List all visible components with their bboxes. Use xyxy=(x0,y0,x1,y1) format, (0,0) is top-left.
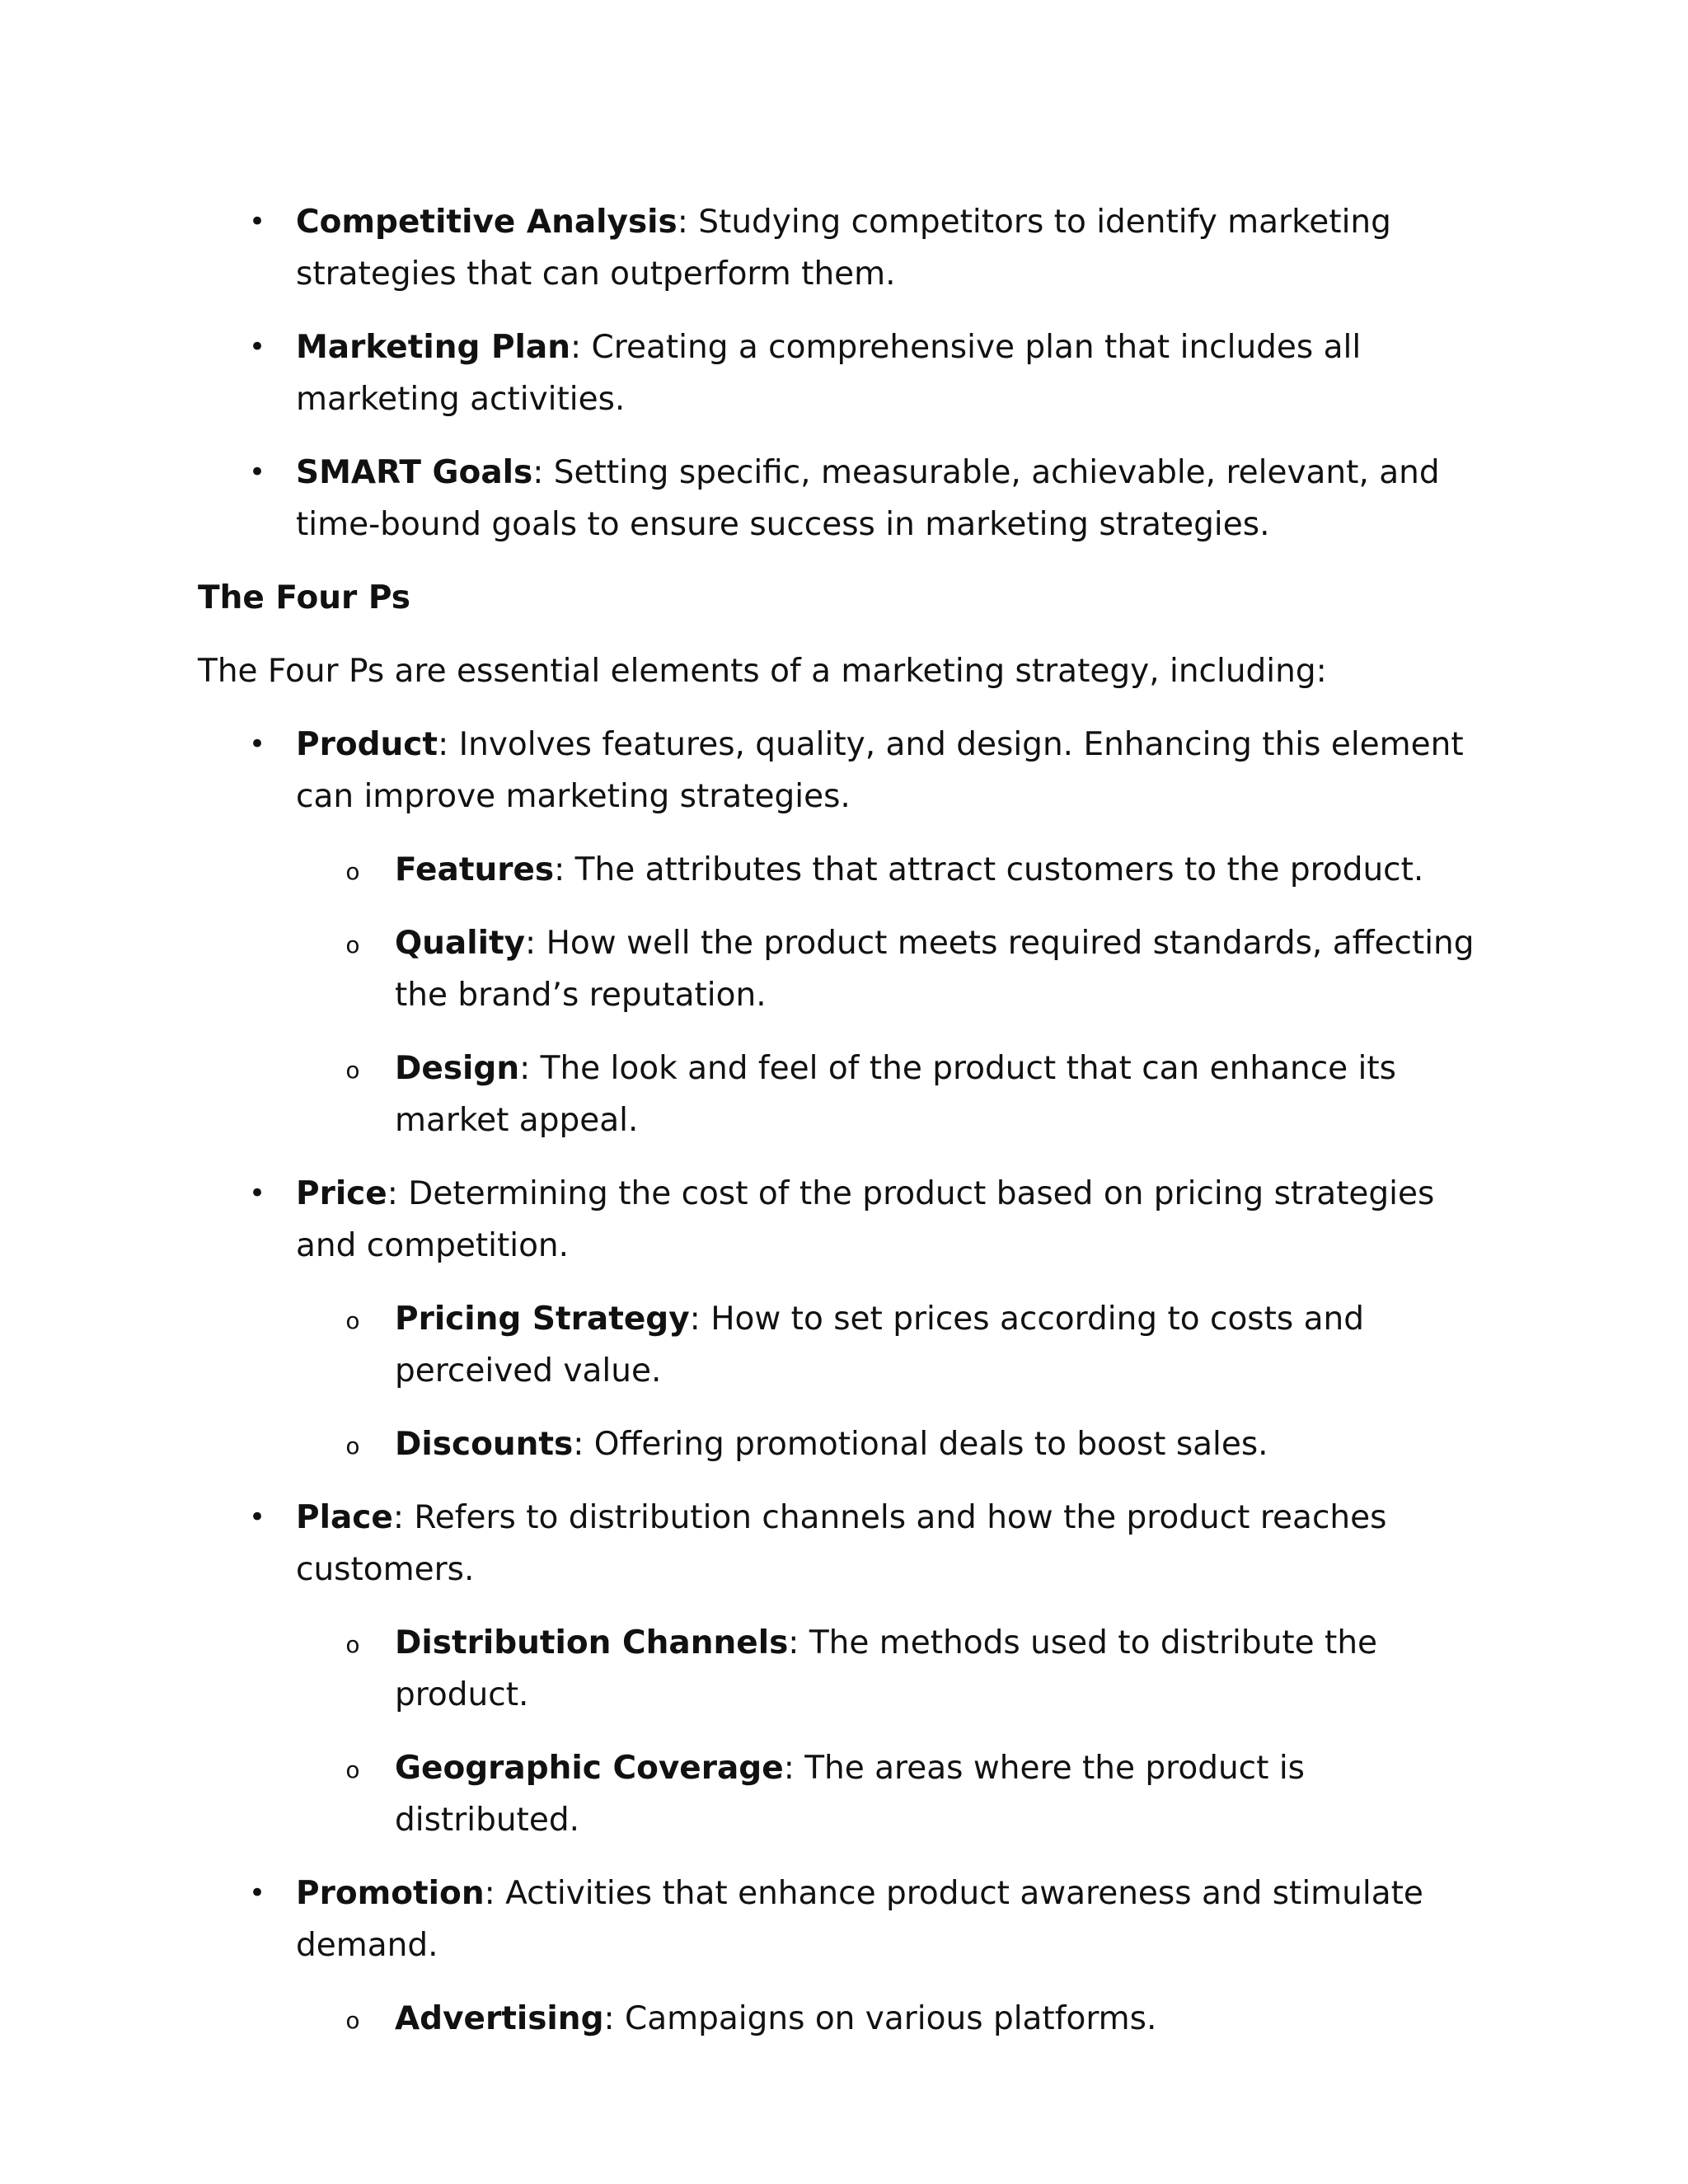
section-heading: The Four Ps xyxy=(198,579,410,616)
sub-item-desc: : Offering promotional deals to boost sales. xyxy=(573,1426,1268,1463)
sub-item-desc: : How to set prices according to costs and perceived value. xyxy=(395,1301,1365,1390)
list-item-product xyxy=(248,719,1483,823)
sub-bullet-icon: o xyxy=(345,931,360,958)
list-item-marketing-plan xyxy=(248,321,1483,425)
bullet-icon: • xyxy=(248,1177,266,1210)
item-desc: : Involves features, quality, and design. Enhancing this element can improve marketing strategies. xyxy=(296,726,1464,815)
sub-item-desc: : The methods used to distribute the product. xyxy=(395,1624,1378,1713)
item-term: Place xyxy=(296,1499,393,1536)
sub-item-term: Geographic Coverage xyxy=(395,1750,784,1787)
item-desc: : Creating a comprehensive plan that includes all marketing activities. xyxy=(296,329,1362,418)
sub-item-desc: : How well the product meets required standards, affecting the brand’s reputation. xyxy=(395,925,1475,1014)
item-desc: : Refers to distribution channels and how the product reaches customers. xyxy=(296,1499,1387,1588)
sub-bullet-icon: o xyxy=(345,1307,360,1334)
sub-item-desc: : The look and feel of the product that can enhance its market appeal. xyxy=(395,1050,1396,1139)
item-term: SMART Goals xyxy=(296,454,533,491)
item-term: Product xyxy=(296,726,438,763)
sub-item-term: Distribution Channels xyxy=(395,1624,789,1661)
list-item-place xyxy=(248,1492,1483,1596)
sub-item-term: Features xyxy=(395,851,555,888)
sub-item-term: Discounts xyxy=(395,1426,574,1463)
list-item-competitive-analysis xyxy=(248,196,1483,300)
sub-item-distribution-channels xyxy=(345,1617,1483,1721)
bullet-icon: • xyxy=(248,205,266,238)
sub-bullet-icon: o xyxy=(345,1756,360,1783)
sub-item-geographic-coverage xyxy=(345,1742,1483,1846)
sub-bullet-icon: o xyxy=(345,2007,360,2034)
sub-item-desc: : Campaigns on various platforms. xyxy=(603,2000,1157,2037)
bullet-icon: • xyxy=(248,456,266,489)
bullet-icon: • xyxy=(248,1877,266,1910)
sub-bullet-icon: o xyxy=(345,1432,360,1460)
sub-item-discounts xyxy=(345,1418,1483,1470)
item-desc: : Determining the cost of the product based on pricing strategies and competition. xyxy=(296,1175,1435,1264)
item-desc: : Activities that enhance product awareness and stimulate demand. xyxy=(296,1875,1423,1964)
bullet-icon: • xyxy=(248,1501,266,1534)
item-desc: : Setting specific, measurable, achievable, relevant, and time-bound goals to ensure success in marketing strategies. xyxy=(296,454,1440,543)
item-term: Promotion xyxy=(296,1875,485,1912)
item-desc: : Studying competitors to identify marketing strategies that can outperform them. xyxy=(296,204,1391,293)
item-term: Marketing Plan xyxy=(296,329,571,366)
sub-item-features xyxy=(345,844,1483,896)
sub-item-term: Pricing Strategy xyxy=(395,1301,690,1338)
sub-item-quality xyxy=(345,917,1483,1021)
sub-bullet-icon: o xyxy=(345,1057,360,1084)
sub-item-design xyxy=(345,1043,1483,1146)
sub-item-desc: : The attributes that attract customers to the product. xyxy=(554,851,1424,888)
item-term: Competitive Analysis xyxy=(296,204,678,241)
sub-item-pricing-strategy xyxy=(345,1293,1483,1397)
bullet-icon: • xyxy=(248,728,266,761)
sub-item-advertising xyxy=(345,1993,1483,2045)
sub-bullet-icon: o xyxy=(345,1631,360,1658)
list-item-promotion xyxy=(248,1868,1483,1971)
sub-item-term: Design xyxy=(395,1050,520,1087)
sub-item-desc: : The areas where the product is distributed. xyxy=(395,1750,1305,1839)
bullet-icon: • xyxy=(248,330,266,363)
section-intro: The Four Ps are essential elements of a marketing strategy, including: xyxy=(198,653,1327,690)
list-item-price xyxy=(248,1168,1483,1272)
item-term: Price xyxy=(296,1175,387,1212)
sub-item-term: Quality xyxy=(395,925,526,962)
sub-item-term: Advertising xyxy=(395,2000,604,2037)
sub-bullet-icon: o xyxy=(345,858,360,885)
list-item-smart-goals xyxy=(248,447,1483,551)
